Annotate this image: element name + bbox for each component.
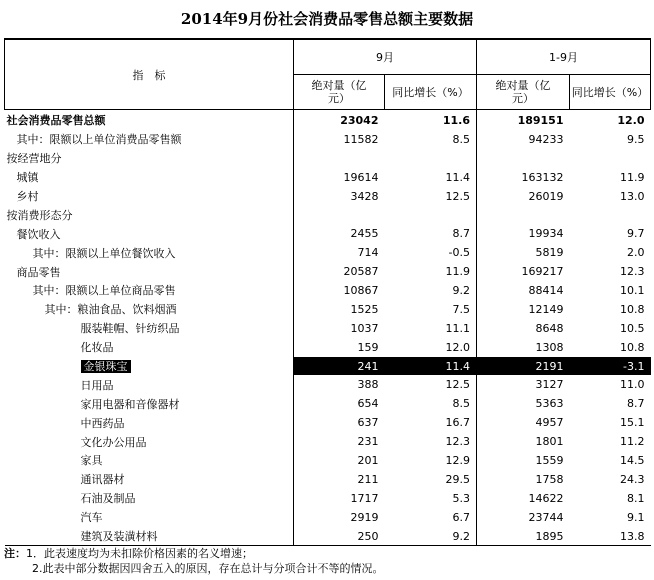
table-row xyxy=(5,110,651,130)
row-label-text: 家用电器和音像器材 xyxy=(80,397,180,411)
table-row xyxy=(5,149,651,168)
row-label xyxy=(5,224,294,243)
abs-value-cell: 2455 xyxy=(294,224,385,243)
growth-cell: 10.5 xyxy=(620,321,645,335)
abs-value-cell: 250 xyxy=(294,527,385,546)
row-label xyxy=(5,281,294,300)
row-label-text: 家具 xyxy=(80,454,103,468)
abs-value-cell: 23042 xyxy=(294,110,385,130)
abs-value-header: 绝对量（亿元） xyxy=(294,75,385,110)
abs-value-cell: 19934 xyxy=(477,224,570,243)
row-label-text: 中西药品 xyxy=(80,416,125,430)
growth-cell: -3.1 xyxy=(570,357,651,376)
row-label-text: 其中：限额以上单位消费品零售额 xyxy=(16,133,182,147)
row-label-text: 其中：限额以上单位餐饮收入 xyxy=(32,246,176,260)
row-label-text: 餐饮收入 xyxy=(16,227,61,241)
footnotes xyxy=(4,546,650,576)
row-label-text: 汽车 xyxy=(80,511,103,525)
row-label xyxy=(5,508,294,527)
growth-cell: 9.7 xyxy=(627,227,645,241)
growth-cell: 6.7 xyxy=(452,510,470,524)
growth-cell: 11.4 xyxy=(385,357,477,376)
note-2: 2.此表中部分数据因四舍五入的原因，存在总计与分项合计不等的情况。 xyxy=(32,562,384,575)
abs-value-cell: 159 xyxy=(294,338,385,357)
growth-cell: 11.2 xyxy=(620,435,645,449)
row-label xyxy=(5,338,294,357)
row-label xyxy=(5,262,294,281)
table-row xyxy=(5,451,651,470)
growth-cell: 11.4 xyxy=(445,170,470,184)
table-row xyxy=(5,527,651,546)
abs-value-cell: 1717 xyxy=(294,489,385,508)
growth-cell: 8.7 xyxy=(452,227,470,241)
row-label xyxy=(5,527,294,546)
row-label-text: 化妆品 xyxy=(80,341,114,355)
abs-value-cell: 163132 xyxy=(477,168,570,187)
retail-sales-table xyxy=(4,38,651,546)
row-label xyxy=(5,130,294,149)
growth-cell: 11.0 xyxy=(620,378,645,392)
row-label-text: 其中：限额以上单位商品零售 xyxy=(32,284,176,298)
abs-value-cell: 654 xyxy=(294,394,385,413)
row-label-text: 通讯器材 xyxy=(80,473,125,487)
row-label xyxy=(5,205,294,224)
abs-value-cell: 637 xyxy=(294,413,385,432)
yoy-growth-header: 同比增长（%） xyxy=(570,75,651,110)
abs-value-cell: 12149 xyxy=(477,300,570,319)
abs-value-cell: 5819 xyxy=(477,243,570,262)
abs-value-cell: 211 xyxy=(294,470,385,489)
period-header-month: 9月 xyxy=(294,39,477,75)
abs-value-cell: 189151 xyxy=(477,110,570,130)
abs-value-cell: 26019 xyxy=(477,187,570,206)
table-row xyxy=(5,205,651,224)
table-row xyxy=(5,394,651,413)
abs-value-cell: 201 xyxy=(294,451,385,470)
abs-value-cell: 1801 xyxy=(477,432,570,451)
growth-cell: 11.9 xyxy=(445,265,470,279)
abs-value-cell: 88414 xyxy=(477,281,570,300)
table-row xyxy=(5,338,651,357)
growth-cell: 10.1 xyxy=(620,283,645,297)
row-label xyxy=(5,413,294,432)
page-title: 2014年9月份社会消费品零售总额主要数据 xyxy=(180,10,474,28)
row-label xyxy=(5,357,294,376)
table-row xyxy=(5,281,651,300)
row-label-text: 其中：粮油食品、饮料烟酒 xyxy=(44,303,177,317)
abs-value-cell: 94233 xyxy=(477,130,570,149)
row-label-text: 乡村 xyxy=(16,190,39,203)
growth-cell: 16.7 xyxy=(445,416,470,430)
abs-value-cell: 11582 xyxy=(294,130,385,149)
row-label xyxy=(5,243,294,262)
growth-cell xyxy=(385,149,477,168)
abs-value-cell: 241 xyxy=(294,357,385,376)
note-1: 1．此表速度均为未扣除价格因素的名义增速； xyxy=(26,547,253,560)
abs-value-cell: 1308 xyxy=(477,338,570,357)
growth-cell: 24.3 xyxy=(620,472,645,486)
growth-cell: 12.5 xyxy=(445,189,470,203)
table-row xyxy=(5,262,651,281)
row-label xyxy=(5,489,294,508)
growth-cell: 15.1 xyxy=(620,416,645,430)
row-label xyxy=(5,394,294,413)
growth-cell: 12.9 xyxy=(445,453,470,467)
abs-value-cell: 2919 xyxy=(294,508,385,527)
yoy-growth-header: 同比增长（%） xyxy=(385,75,477,110)
table-row xyxy=(5,375,651,394)
row-label xyxy=(5,319,294,338)
abs-value-cell: 169217 xyxy=(477,262,570,281)
table-row xyxy=(5,432,651,451)
abs-value-cell: 23744 xyxy=(477,508,570,527)
abs-value-cell: 5363 xyxy=(477,394,570,413)
row-label-text: 商品零售 xyxy=(16,265,61,279)
table-row xyxy=(5,130,651,149)
growth-cell: 10.8 xyxy=(620,340,645,354)
period-header-ytd: 1-9月 xyxy=(477,39,651,75)
growth-cell: 7.5 xyxy=(452,302,470,316)
growth-cell: 12.3 xyxy=(620,265,645,279)
row-label-text: 金银珠宝 xyxy=(81,360,131,373)
abs-value-cell: 714 xyxy=(294,243,385,262)
abs-value-cell: 3127 xyxy=(477,375,570,394)
table-row xyxy=(5,187,651,206)
row-label-text: 服装鞋帽、针纺织品 xyxy=(80,322,180,336)
growth-cell: 5.3 xyxy=(452,491,470,505)
table-row xyxy=(5,300,651,319)
table-row xyxy=(5,224,651,243)
table-body xyxy=(5,110,651,546)
growth-cell xyxy=(570,149,651,168)
row-label xyxy=(5,375,294,394)
growth-cell: 2.0 xyxy=(627,246,645,260)
table-row xyxy=(5,319,651,338)
table-row xyxy=(5,413,651,432)
table-row xyxy=(5,243,651,262)
abs-value-cell: 1559 xyxy=(477,451,570,470)
row-label xyxy=(5,451,294,470)
row-label xyxy=(5,470,294,489)
abs-value-cell: 1895 xyxy=(477,527,570,546)
growth-cell: 8.5 xyxy=(452,397,470,411)
row-label xyxy=(5,432,294,451)
growth-cell: 9.2 xyxy=(452,283,470,297)
row-label xyxy=(5,187,294,206)
notes-prefix: 注： xyxy=(4,547,26,560)
growth-cell: -0.5 xyxy=(448,246,470,260)
row-label-text: 文化办公用品 xyxy=(80,435,147,449)
growth-cell xyxy=(385,205,477,224)
abs-value-cell: 14622 xyxy=(477,489,570,508)
growth-cell: 11.1 xyxy=(445,321,470,335)
abs-value-cell: 20587 xyxy=(294,262,385,281)
abs-value-cell xyxy=(477,149,570,168)
table-row xyxy=(5,489,651,508)
abs-value-cell xyxy=(294,149,385,168)
growth-cell: 8.7 xyxy=(627,397,645,411)
abs-value-cell: 1758 xyxy=(477,470,570,489)
growth-cell: 9.1 xyxy=(627,510,645,524)
growth-cell: 12.5 xyxy=(445,378,470,392)
growth-cell: 13.8 xyxy=(570,527,651,546)
growth-cell: 12.0 xyxy=(445,340,470,354)
growth-cell: 8.1 xyxy=(627,491,645,505)
table-row xyxy=(5,357,651,376)
row-label-text: 石油及制品 xyxy=(80,492,136,506)
row-label-text: 社会消费品零售总额 xyxy=(6,114,106,128)
row-label-text: 按消费形态分 xyxy=(6,208,73,222)
row-label-text: 城镇 xyxy=(16,171,39,185)
abs-value-cell: 10867 xyxy=(294,281,385,300)
row-label-text: 建筑及装潢材料 xyxy=(80,530,158,544)
abs-value-cell: 4957 xyxy=(477,413,570,432)
row-label-text: 日用品 xyxy=(80,378,114,392)
row-label xyxy=(5,149,294,168)
abs-value-cell: 388 xyxy=(294,375,385,394)
table-row xyxy=(5,168,651,187)
row-label xyxy=(5,300,294,319)
table-row xyxy=(5,508,651,527)
growth-cell: 12.3 xyxy=(445,435,470,449)
abs-value-header: 绝对量（亿元） xyxy=(477,75,570,110)
growth-cell: 11.6 xyxy=(442,113,470,127)
abs-value-cell: 19614 xyxy=(294,168,385,187)
growth-cell: 13.0 xyxy=(620,189,645,203)
table-row xyxy=(5,470,651,489)
abs-value-cell: 1525 xyxy=(294,300,385,319)
growth-cell: 11.9 xyxy=(620,170,645,184)
growth-cell: 14.5 xyxy=(620,453,645,467)
indicator-header: 指 标 xyxy=(5,39,294,110)
growth-cell: 9.5 xyxy=(627,132,645,146)
abs-value-cell: 231 xyxy=(294,432,385,451)
row-label-text: 按经营地分 xyxy=(6,152,62,166)
abs-value-cell xyxy=(477,205,570,224)
growth-cell: 10.8 xyxy=(620,302,645,316)
abs-value-cell: 3428 xyxy=(294,187,385,206)
abs-value-cell xyxy=(294,205,385,224)
growth-cell: 8.5 xyxy=(452,132,470,146)
growth-cell xyxy=(570,205,651,224)
row-label xyxy=(5,168,294,187)
growth-cell: 9.2 xyxy=(385,527,477,546)
abs-value-cell: 2191 xyxy=(477,357,570,376)
growth-cell: 12.0 xyxy=(617,113,645,127)
abs-value-cell: 1037 xyxy=(294,319,385,338)
growth-cell: 29.5 xyxy=(445,472,470,486)
abs-value-cell: 8648 xyxy=(477,319,570,338)
row-label xyxy=(5,110,294,130)
